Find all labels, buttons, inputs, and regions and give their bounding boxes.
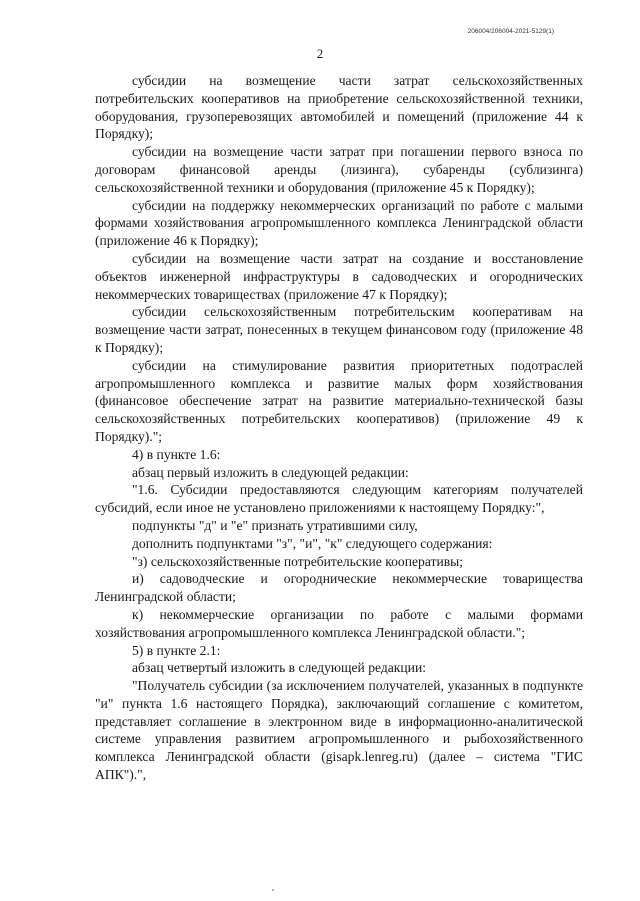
- paragraph: "1.6. Субсидии предоставляются следующим категориям получателей субсидий, если иное не установлено приложениями к настоящему Порядку:",: [95, 482, 583, 516]
- paragraph: субсидии на возмещение части затрат при погашении первого взноса по договорам финансовой аренды (лизинга), субаренды (сублизинга) сельскохозяйственной техники и оборудования (приложение 45 к Порядку);: [95, 144, 583, 195]
- paragraph: к) некоммерческие организации по работе с малыми формами хозяйствования агропромышленного комплекса Ленинградской области.";: [95, 606, 583, 640]
- paragraph: 4) в пункте 1.6:: [132, 446, 221, 462]
- paragraph: абзац четвертый изложить в следующей редакции:: [132, 660, 427, 676]
- paragraph: и) садоводческие и огороднические некоммерческие товарищества Ленинградской области;: [95, 571, 583, 605]
- paragraph: субсидии на возмещение части затрат на создание и восстановление объектов инженерной инфраструктуры в садоводческих и огороднических некоммерческих товариществах (приложение 47 к Порядку);: [95, 250, 583, 302]
- paragraph: абзац первый изложить в следующей редакции:: [132, 464, 409, 480]
- paragraph: 5) в пункте 2.1:: [132, 642, 221, 658]
- paragraph: "з) сельскохозяйственные потребительские кооперативы;: [132, 553, 464, 569]
- paragraph: субсидии на возмещение части затрат сельскохозяйственных потребительских кооперативов на приобретение сельскохозяйственной техники, оборудования, грузоперевозящих автомобилей и помещений (приложение 44 к Порядку);: [95, 73, 583, 142]
- paragraph: субсидии на поддержку некоммерческих организаций по работе с малыми формами хозяйствования агропромышленного комплекса Ленинградской области (приложение 46 к Порядку);: [95, 197, 583, 249]
- document-body: [95, 72, 583, 784]
- paragraph: "Получатель субсидии (за исключением получателей, указанных в подпункте "и" пункта 1.6 настоящего Порядка), заключающий соглашение с комитетом, представляет соглашение в электронном виде в информационно-аналитической системе управления развитием агропромышленного и рыбохозяйственного комплекса Ленинградской области (gisapk.lenreg.ru) (далее – система "ГИС АПК").",: [95, 678, 583, 783]
- document-id: 206004/206004-2021-5129(1): [467, 28, 554, 35]
- page-number: 2: [316, 46, 324, 61]
- scan-speck: [272, 889, 274, 891]
- paragraph: подпункты "д" и "е" признать утратившими силу,: [132, 517, 418, 533]
- paragraph: субсидии на стимулирование развития приоритетных подотраслей агропромышленного комплекса и развитие малых форм хозяйствования (финансовое обеспечение затрат на развитие материально-технической базы сельскохозяйственных потребительских кооперативов) (приложение 49 к Порядку).";: [95, 357, 583, 444]
- paragraph: дополнить подпунктами "з", "и", "к" следующего содержания:: [132, 535, 493, 551]
- paragraph: субсидии сельскохозяйственным потребительским кооперативам на возмещение части затрат, понесенных в текущем финансовом году (приложение 48 к Порядку);: [95, 304, 583, 355]
